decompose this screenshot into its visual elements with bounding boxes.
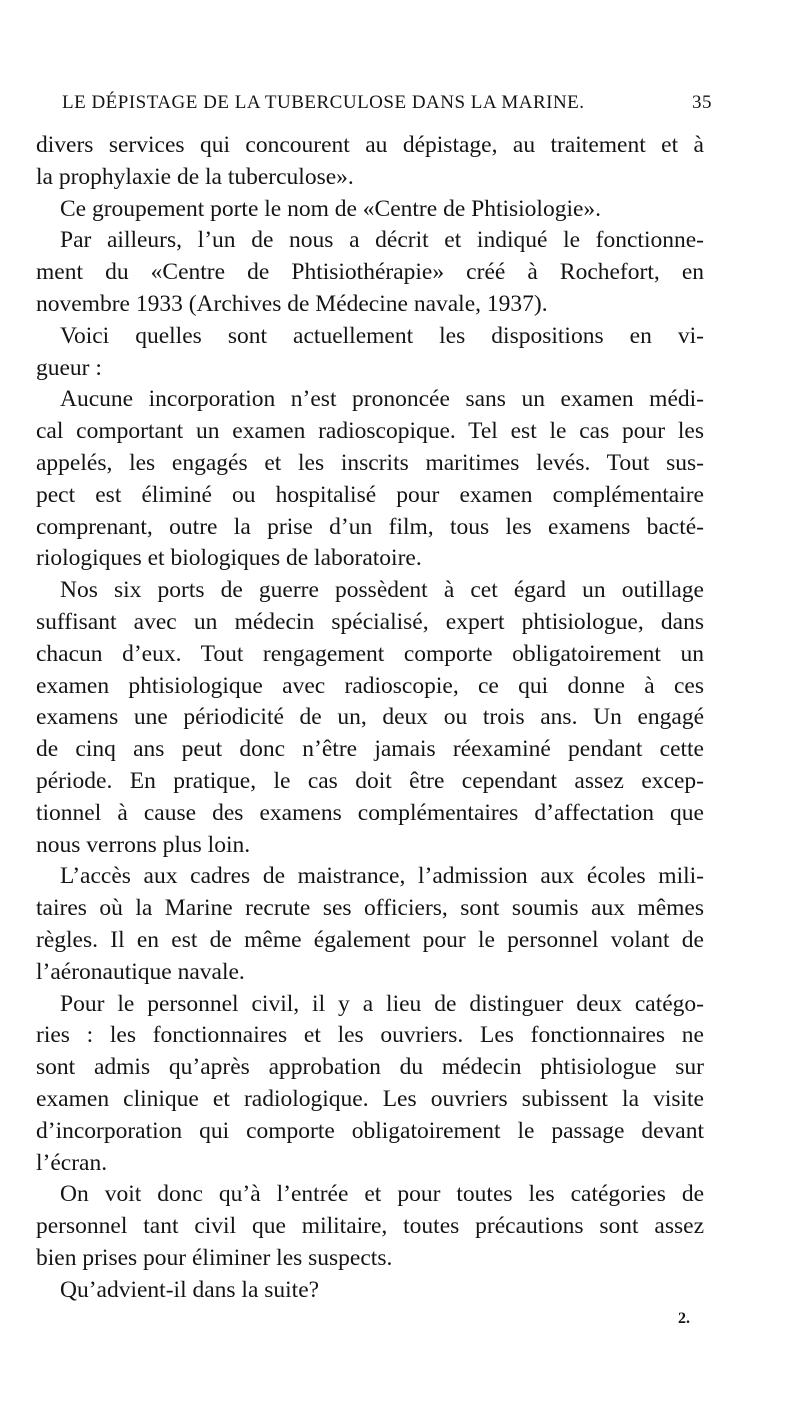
- text-line: l’écran.: [36, 1149, 108, 1176]
- text-line: Nos six ports de guerre possèdent à cet égard un outillage: [60, 577, 704, 604]
- text-line: examens une périodicité de un, deux ou trois ans. Un engagé: [36, 704, 704, 731]
- text-line: Pour le personnel civil, il y a lieu de distinguer deux catégo-: [60, 990, 704, 1017]
- text-line: cal comportant un examen radioscopique. Tel est le cas pour les: [36, 418, 704, 445]
- text-line: Voici quelles sont actuellement les dispositions en vi-: [60, 322, 704, 349]
- text-line: novembre 1933 (Archives de Médecine navale, 1937).: [36, 290, 548, 317]
- text-line: appelés, les engagés et les inscrits maritimes levés. Tout sus-: [36, 449, 704, 476]
- text-line: Qu’advient-il dans la suite?: [60, 1276, 320, 1303]
- text-line: examen clinique et radiologique. Les ouvriers subissent la visite: [36, 1085, 704, 1112]
- text-line: ries : les fonctionnaires et les ouvriers. Les fonctionnaires ne: [36, 1022, 704, 1049]
- text-line: On voit donc qu’à l’entrée et pour toutes les catégories de: [60, 1181, 704, 1208]
- text-line: nous verrons plus loin.: [36, 831, 251, 858]
- text-line: période. En pratique, le cas doit être cependant assez excep-: [36, 767, 704, 794]
- text-line: riologiques et biologiques de laboratoire.: [36, 545, 422, 572]
- text-line: l’aéronautique navale.: [36, 958, 245, 985]
- text-line: taires où la Marine recrute ses officiers, sont soumis aux mêmes: [36, 895, 704, 922]
- text-line: comprenant, outre la prise d’un film, tous les examens bacté-: [36, 513, 704, 540]
- body-text: [36, 130, 704, 1306]
- text-line: de cinq ans peut donc n’être jamais réexaminé pendant cette: [36, 736, 704, 763]
- text-line: bien prises pour éliminer les suspects.: [36, 1244, 393, 1271]
- text-line: divers services qui concourent au dépistage, au traitement et à: [36, 132, 704, 158]
- text-line: ment du «Centre de Phtisiothérapie» créé à Rochefort, en: [36, 259, 704, 286]
- text-line: gueur :: [36, 354, 102, 381]
- signature-mark: 2.: [678, 1310, 690, 1327]
- text-line: L’accès aux cadres de maistrance, l’admission aux écoles mili-: [60, 863, 704, 890]
- text-line: Aucune incorporation n’est prononcée sans un examen médi-: [60, 386, 704, 413]
- text-line: Par ailleurs, l’un de nous a décrit et indiqué le fonctionne-: [60, 227, 704, 254]
- text-line: sont admis qu’après approbation du médecin phtisiologue sur: [36, 1054, 704, 1081]
- text-line: tionnel à cause des examens complémentaires d’affectation que: [36, 799, 704, 826]
- text-line: pect est éliminé ou hospitalisé pour examen complémentaire: [36, 481, 704, 508]
- running-head-title: LE DÉPISTAGE DE LA TUBERCULOSE DANS LA MARINE.: [62, 92, 585, 113]
- text-line: suffisant avec un médecin spécialisé, expert phtisiologue, dans: [36, 608, 704, 635]
- text-line: personnel tant civil que militaire, toutes précautions sont assez: [36, 1213, 704, 1240]
- text-line: examen phtisiologique avec radioscopie, ce qui donne à ces: [36, 672, 704, 699]
- page-number: 35: [692, 92, 712, 113]
- text-line: d’incorporation qui comporte obligatoirement le passage devant: [36, 1117, 704, 1144]
- text-line: la prophylaxie de la tuberculose».: [36, 163, 354, 190]
- running-head: [62, 92, 712, 126]
- text-line: chacun d’eux. Tout rengagement comporte obligatoirement un: [36, 640, 704, 667]
- text-line: Ce groupement porte le nom de «Centre de Phtisiologie».: [60, 195, 602, 222]
- text-line: règles. Il en est de même également pour le personnel volant de: [36, 926, 704, 953]
